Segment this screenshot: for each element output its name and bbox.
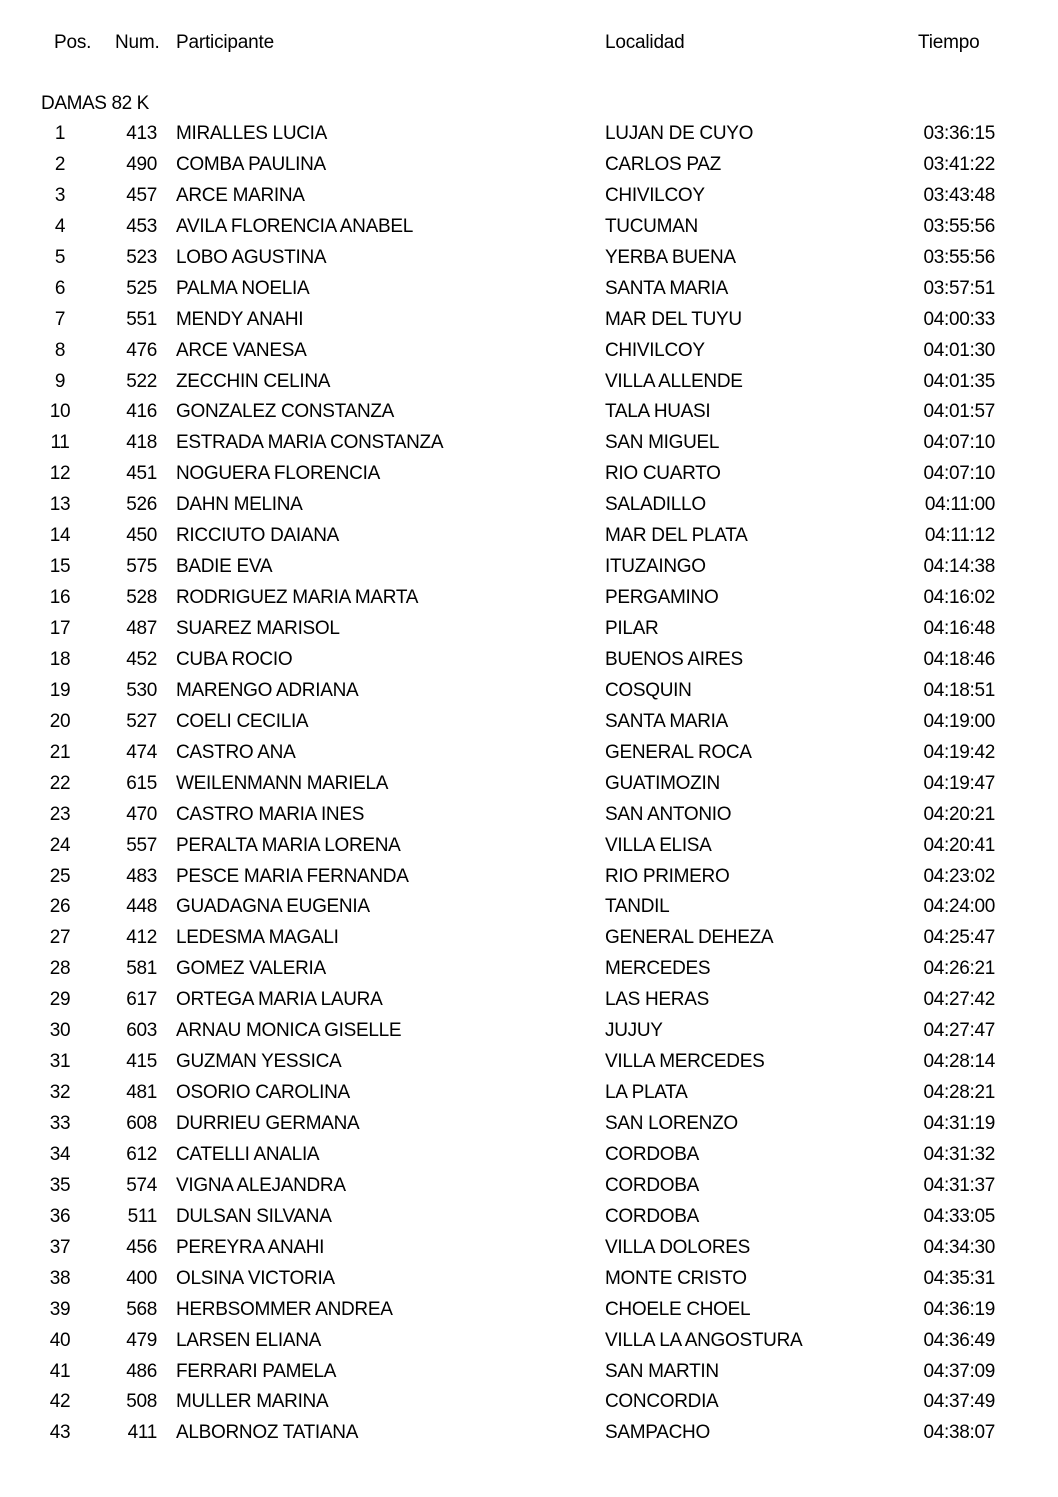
cell-participante: AVILA FLORENCIA ANABEL bbox=[176, 215, 413, 237]
cell-tiempo: 04:25:47 bbox=[923, 927, 995, 949]
cell-participante: ARCE VANESA bbox=[176, 339, 307, 361]
cell-localidad: CHOELE CHOEL bbox=[605, 1298, 751, 1320]
table-row bbox=[0, 214, 1058, 245]
cell-localidad: VILLA ALLENDE bbox=[605, 370, 743, 392]
cell-tiempo: 04:01:35 bbox=[923, 370, 995, 392]
cell-participante: WEILENMANN MARIELA bbox=[176, 772, 389, 794]
cell-pos: 10 bbox=[49, 401, 71, 423]
cell-pos: 9 bbox=[54, 370, 66, 392]
cell-num: 526 bbox=[126, 494, 157, 516]
cell-localidad: CHIVILCOY bbox=[605, 339, 705, 361]
cell-tiempo: 03:36:15 bbox=[923, 123, 995, 144]
cell-num: 456 bbox=[126, 1236, 157, 1258]
table-row bbox=[0, 461, 1058, 492]
cell-num: 608 bbox=[126, 1113, 157, 1134]
cell-num: 511 bbox=[127, 1205, 157, 1227]
cell-tiempo: 04:26:21 bbox=[923, 958, 995, 980]
cell-pos: 16 bbox=[49, 587, 71, 609]
cell-participante: ESTRADA MARIA CONSTANZA bbox=[176, 432, 444, 454]
cell-num: 615 bbox=[126, 772, 157, 794]
cell-participante: DULSAN SILVANA bbox=[176, 1205, 332, 1227]
cell-participante: FERRARI PAMELA bbox=[176, 1360, 337, 1382]
cell-participante: COMBA PAULINA bbox=[176, 153, 326, 175]
cell-num: 452 bbox=[126, 648, 157, 670]
cell-tiempo: 03:43:48 bbox=[923, 184, 995, 206]
cell-num: 523 bbox=[126, 246, 157, 268]
cell-num: 530 bbox=[126, 679, 157, 701]
cell-localidad: SAN MIGUEL bbox=[605, 432, 720, 454]
cell-participante: DAHN MELINA bbox=[176, 494, 303, 516]
table-row bbox=[0, 709, 1058, 740]
table-row bbox=[0, 987, 1058, 1018]
cell-num: 508 bbox=[126, 1391, 157, 1413]
table-row bbox=[0, 1142, 1058, 1173]
cell-localidad: CHIVILCOY bbox=[605, 184, 705, 206]
cell-localidad: SAN LORENZO bbox=[605, 1113, 738, 1134]
cell-pos: 13 bbox=[49, 494, 71, 516]
cell-tiempo: 03:57:51 bbox=[923, 277, 995, 299]
cell-tiempo: 04:11:12 bbox=[924, 525, 995, 547]
cell-participante: ORTEGA MARIA LAURA bbox=[176, 989, 383, 1011]
cell-pos: 35 bbox=[49, 1174, 71, 1196]
cell-num: 448 bbox=[126, 896, 157, 918]
cell-num: 400 bbox=[126, 1267, 157, 1289]
table-row bbox=[0, 1328, 1058, 1359]
cell-tiempo: 04:34:30 bbox=[923, 1236, 995, 1258]
cell-num: 470 bbox=[126, 803, 157, 825]
cell-participante: LARSEN ELIANA bbox=[176, 1329, 321, 1351]
cell-localidad: MAR DEL TUYU bbox=[605, 308, 742, 330]
table-row bbox=[0, 399, 1058, 430]
cell-num: 412 bbox=[126, 927, 157, 949]
cell-participante: ARNAU MONICA GISELLE bbox=[176, 1020, 402, 1042]
table-row bbox=[0, 1111, 1058, 1142]
table-row bbox=[0, 833, 1058, 864]
cell-pos: 26 bbox=[49, 896, 71, 918]
cell-pos: 11 bbox=[50, 432, 70, 454]
cell-localidad: CARLOS PAZ bbox=[605, 153, 721, 175]
table-row bbox=[0, 338, 1058, 369]
cell-num: 525 bbox=[126, 277, 157, 299]
cell-localidad: SAN ANTONIO bbox=[605, 803, 732, 825]
cell-num: 617 bbox=[126, 989, 157, 1011]
cell-localidad: SAN MARTIN bbox=[605, 1360, 719, 1382]
cell-participante: OLSINA VICTORIA bbox=[176, 1267, 335, 1289]
cell-num: 603 bbox=[126, 1020, 157, 1042]
cell-localidad: LA PLATA bbox=[605, 1082, 688, 1104]
cell-participante: CASTRO MARIA INES bbox=[176, 803, 365, 825]
cell-tiempo: 04:19:47 bbox=[923, 772, 995, 794]
table-row bbox=[0, 430, 1058, 461]
cell-pos: 1 bbox=[54, 123, 66, 144]
cell-num: 522 bbox=[126, 370, 157, 392]
cell-participante: GOMEZ VALERIA bbox=[176, 958, 326, 980]
cell-localidad: TUCUMAN bbox=[605, 215, 698, 237]
cell-participante: CUBA ROCIO bbox=[176, 648, 293, 670]
cell-pos: 38 bbox=[49, 1267, 71, 1289]
cell-localidad: JUJUY bbox=[605, 1020, 663, 1042]
table-row bbox=[0, 1389, 1058, 1420]
cell-pos: 17 bbox=[49, 618, 71, 639]
table-row bbox=[0, 1204, 1058, 1235]
table-row bbox=[0, 1018, 1058, 1049]
cell-pos: 14 bbox=[49, 525, 71, 547]
cell-localidad: MERCEDES bbox=[605, 958, 711, 980]
table-row bbox=[0, 740, 1058, 771]
cell-num: 457 bbox=[126, 184, 157, 206]
cell-pos: 30 bbox=[49, 1020, 71, 1042]
table-row bbox=[0, 183, 1058, 214]
table-row bbox=[0, 771, 1058, 802]
table-row bbox=[0, 1297, 1058, 1328]
cell-pos: 21 bbox=[49, 741, 71, 763]
cell-localidad: SALADILLO bbox=[605, 494, 706, 516]
cell-pos: 31 bbox=[49, 1051, 71, 1073]
table-row bbox=[0, 121, 1058, 152]
cell-pos: 36 bbox=[49, 1205, 71, 1227]
table-row bbox=[0, 1173, 1058, 1204]
header-tiempo: Tiempo bbox=[918, 32, 980, 53]
cell-tiempo: 04:33:05 bbox=[923, 1205, 995, 1227]
cell-pos: 43 bbox=[49, 1422, 71, 1444]
cell-participante: PERALTA MARIA LORENA bbox=[176, 834, 401, 856]
cell-pos: 19 bbox=[49, 679, 71, 701]
cell-localidad: RIO CUARTO bbox=[605, 463, 721, 485]
cell-localidad: TALA HUASI bbox=[605, 401, 711, 423]
table-row bbox=[0, 1420, 1058, 1451]
table-row bbox=[0, 245, 1058, 276]
cell-localidad: MAR DEL PLATA bbox=[605, 525, 748, 547]
cell-tiempo: 04:37:49 bbox=[923, 1391, 995, 1413]
cell-tiempo: 04:20:41 bbox=[923, 834, 995, 856]
cell-tiempo: 04:07:10 bbox=[923, 432, 995, 454]
cell-num: 581 bbox=[126, 958, 157, 980]
table-row bbox=[0, 1235, 1058, 1266]
header-participante: Participante bbox=[176, 32, 274, 53]
table-row bbox=[0, 1049, 1058, 1080]
cell-participante: MIRALLES LUCIA bbox=[176, 123, 328, 144]
cell-tiempo: 04:37:09 bbox=[923, 1360, 995, 1382]
cell-tiempo: 03:55:56 bbox=[923, 246, 995, 268]
header-localidad: Localidad bbox=[605, 32, 685, 53]
cell-participante: RODRIGUEZ MARIA MARTA bbox=[176, 587, 419, 609]
cell-localidad: PERGAMINO bbox=[605, 587, 719, 609]
cell-participante: ALBORNOZ TATIANA bbox=[176, 1422, 359, 1444]
cell-participante: LEDESMA MAGALI bbox=[176, 927, 339, 949]
cell-num: 574 bbox=[126, 1174, 157, 1196]
table-row bbox=[0, 585, 1058, 616]
cell-participante: MULLER MARINA bbox=[176, 1391, 329, 1413]
cell-pos: 34 bbox=[49, 1143, 71, 1165]
cell-localidad: COSQUIN bbox=[605, 679, 692, 701]
cell-tiempo: 04:36:19 bbox=[923, 1298, 995, 1320]
cell-num: 483 bbox=[126, 865, 157, 887]
cell-localidad: RIO PRIMERO bbox=[605, 865, 730, 887]
cell-participante: DURRIEU GERMANA bbox=[176, 1113, 360, 1134]
cell-tiempo: 04:14:38 bbox=[923, 556, 995, 578]
table-row bbox=[0, 276, 1058, 307]
cell-tiempo: 04:38:07 bbox=[923, 1422, 995, 1444]
cell-num: 453 bbox=[126, 215, 157, 237]
table-row bbox=[0, 802, 1058, 833]
cell-tiempo: 04:23:02 bbox=[923, 865, 995, 887]
cell-tiempo: 03:55:56 bbox=[923, 215, 995, 237]
cell-localidad: YERBA BUENA bbox=[605, 246, 736, 268]
cell-participante: PEREYRA ANAHI bbox=[176, 1236, 325, 1258]
cell-participante: LOBO AGUSTINA bbox=[176, 246, 327, 268]
cell-participante: ZECCHIN CELINA bbox=[176, 370, 331, 392]
cell-pos: 33 bbox=[49, 1113, 71, 1134]
cell-pos: 2 bbox=[54, 153, 66, 175]
results-table bbox=[0, 121, 1058, 1451]
cell-pos: 25 bbox=[49, 865, 71, 887]
table-row bbox=[0, 554, 1058, 585]
cell-pos: 39 bbox=[49, 1298, 71, 1320]
cell-pos: 20 bbox=[49, 710, 71, 732]
cell-participante: MARENGO ADRIANA bbox=[176, 679, 359, 701]
table-row bbox=[0, 307, 1058, 338]
cell-participante: OSORIO CAROLINA bbox=[176, 1082, 350, 1104]
table-row bbox=[0, 864, 1058, 895]
cell-tiempo: 04:31:19 bbox=[923, 1113, 995, 1134]
cell-num: 411 bbox=[127, 1422, 157, 1444]
table-row bbox=[0, 956, 1058, 987]
cell-tiempo: 04:16:02 bbox=[923, 587, 995, 609]
cell-num: 450 bbox=[126, 525, 157, 547]
cell-tiempo: 04:00:33 bbox=[923, 308, 995, 330]
cell-pos: 7 bbox=[54, 308, 66, 330]
cell-tiempo: 04:11:00 bbox=[924, 494, 995, 516]
cell-participante: COELI CECILIA bbox=[176, 710, 309, 732]
cell-localidad: CORDOBA bbox=[605, 1174, 699, 1196]
cell-pos: 29 bbox=[49, 989, 71, 1011]
cell-pos: 4 bbox=[54, 215, 66, 237]
cell-tiempo: 04:01:30 bbox=[923, 339, 995, 361]
cell-participante: GONZALEZ CONSTANZA bbox=[176, 401, 395, 423]
cell-localidad: GENERAL DEHEZA bbox=[605, 927, 774, 949]
cell-pos: 28 bbox=[49, 958, 71, 980]
cell-tiempo: 04:19:42 bbox=[923, 741, 995, 763]
table-row bbox=[0, 1266, 1058, 1297]
cell-participante: RICCIUTO DAIANA bbox=[176, 525, 340, 547]
cell-num: 487 bbox=[126, 618, 157, 639]
cell-participante: CASTRO ANA bbox=[176, 741, 296, 763]
cell-participante: SUAREZ MARISOL bbox=[176, 618, 340, 639]
cell-localidad: CORDOBA bbox=[605, 1143, 699, 1165]
cell-num: 612 bbox=[126, 1143, 157, 1165]
cell-pos: 15 bbox=[49, 556, 71, 578]
header-pos: Pos. bbox=[54, 32, 92, 53]
cell-localidad: TANDIL bbox=[605, 896, 670, 918]
cell-num: 418 bbox=[126, 432, 157, 454]
cell-participante: NOGUERA FLORENCIA bbox=[176, 463, 380, 485]
cell-pos: 42 bbox=[49, 1391, 71, 1413]
cell-participante: PALMA NOELIA bbox=[176, 277, 310, 299]
cell-tiempo: 04:24:00 bbox=[923, 896, 995, 918]
cell-pos: 22 bbox=[49, 772, 71, 794]
cell-participante: VIGNA ALEJANDRA bbox=[176, 1174, 346, 1196]
cell-tiempo: 04:28:21 bbox=[923, 1082, 995, 1104]
cell-localidad: MONTE CRISTO bbox=[605, 1267, 747, 1289]
cell-pos: 27 bbox=[49, 927, 71, 949]
cell-num: 479 bbox=[126, 1329, 157, 1351]
cell-participante: MENDY ANAHI bbox=[176, 308, 304, 330]
cell-pos: 3 bbox=[54, 184, 66, 206]
cell-tiempo: 04:19:00 bbox=[923, 710, 995, 732]
cell-pos: 37 bbox=[49, 1236, 71, 1258]
cell-num: 527 bbox=[126, 710, 157, 732]
cell-tiempo: 04:18:46 bbox=[923, 648, 995, 670]
cell-tiempo: 03:41:22 bbox=[923, 153, 995, 175]
cell-localidad: VILLA LA ANGOSTURA bbox=[605, 1329, 803, 1351]
cell-tiempo: 04:35:31 bbox=[923, 1267, 995, 1289]
cell-pos: 18 bbox=[49, 648, 71, 670]
cell-localidad: GENERAL ROCA bbox=[605, 741, 752, 763]
table-row bbox=[0, 1359, 1058, 1390]
cell-pos: 6 bbox=[54, 277, 66, 299]
cell-tiempo: 04:07:10 bbox=[923, 463, 995, 485]
cell-num: 481 bbox=[126, 1082, 157, 1104]
cell-participante: CATELLI ANALIA bbox=[176, 1143, 320, 1165]
cell-tiempo: 04:16:48 bbox=[923, 618, 995, 639]
table-row bbox=[0, 678, 1058, 709]
cell-participante: GUZMAN YESSICA bbox=[176, 1051, 342, 1073]
cell-participante: GUADAGNA EUGENIA bbox=[176, 896, 370, 918]
cell-localidad: CONCORDIA bbox=[605, 1391, 719, 1413]
table-row bbox=[0, 1080, 1058, 1111]
cell-localidad: GUATIMOZIN bbox=[605, 772, 720, 794]
cell-num: 474 bbox=[126, 741, 157, 763]
cell-localidad: SANTA MARIA bbox=[605, 710, 729, 732]
cell-localidad: SAMPACHO bbox=[605, 1422, 710, 1444]
cell-localidad: VILLA DOLORES bbox=[605, 1236, 751, 1258]
cell-num: 528 bbox=[126, 587, 157, 609]
cell-tiempo: 04:01:57 bbox=[923, 401, 995, 423]
cell-pos: 32 bbox=[49, 1082, 71, 1104]
cell-localidad: ITUZAINGO bbox=[605, 556, 706, 578]
cell-localidad: LAS HERAS bbox=[605, 989, 709, 1011]
table-row bbox=[0, 492, 1058, 523]
cell-tiempo: 04:18:51 bbox=[923, 679, 995, 701]
cell-num: 476 bbox=[126, 339, 157, 361]
table-row bbox=[0, 616, 1058, 647]
cell-participante: PESCE MARIA FERNANDA bbox=[176, 865, 409, 887]
table-row bbox=[0, 925, 1058, 956]
cell-tiempo: 04:36:49 bbox=[923, 1329, 995, 1351]
cell-num: 413 bbox=[126, 123, 157, 144]
cell-localidad: CORDOBA bbox=[605, 1205, 699, 1227]
cell-localidad: LUJAN DE CUYO bbox=[605, 123, 754, 144]
table-row bbox=[0, 369, 1058, 400]
section-title: DAMAS 82 K bbox=[41, 93, 149, 114]
cell-tiempo: 04:27:42 bbox=[923, 989, 995, 1011]
cell-num: 575 bbox=[126, 556, 157, 578]
cell-tiempo: 04:31:37 bbox=[923, 1174, 995, 1196]
cell-participante: ARCE MARINA bbox=[176, 184, 305, 206]
cell-tiempo: 04:28:14 bbox=[923, 1051, 995, 1073]
cell-num: 416 bbox=[126, 401, 157, 423]
cell-tiempo: 04:20:21 bbox=[923, 803, 995, 825]
cell-pos: 41 bbox=[49, 1360, 71, 1382]
cell-localidad: VILLA MERCEDES bbox=[605, 1051, 765, 1073]
cell-tiempo: 04:31:32 bbox=[923, 1143, 995, 1165]
table-row bbox=[0, 894, 1058, 925]
cell-pos: 24 bbox=[49, 834, 71, 856]
cell-num: 451 bbox=[126, 463, 157, 485]
cell-pos: 5 bbox=[54, 246, 66, 268]
cell-num: 415 bbox=[126, 1051, 157, 1073]
cell-pos: 8 bbox=[54, 339, 66, 361]
cell-localidad: PILAR bbox=[605, 618, 659, 639]
cell-num: 557 bbox=[126, 834, 157, 856]
table-row bbox=[0, 647, 1058, 678]
cell-num: 551 bbox=[126, 308, 157, 330]
cell-localidad: BUENOS AIRES bbox=[605, 648, 743, 670]
header-num: Num. bbox=[115, 32, 160, 53]
cell-pos: 12 bbox=[49, 463, 71, 485]
table-row bbox=[0, 152, 1058, 183]
cell-localidad: VILLA ELISA bbox=[605, 834, 712, 856]
cell-pos: 40 bbox=[49, 1329, 71, 1351]
cell-localidad: SANTA MARIA bbox=[605, 277, 729, 299]
cell-num: 568 bbox=[126, 1298, 157, 1320]
cell-pos: 23 bbox=[49, 803, 71, 825]
cell-participante: HERBSOMMER ANDREA bbox=[176, 1298, 393, 1320]
cell-num: 490 bbox=[126, 153, 157, 175]
cell-participante: BADIE EVA bbox=[176, 556, 273, 578]
cell-num: 486 bbox=[126, 1360, 157, 1382]
cell-tiempo: 04:27:47 bbox=[923, 1020, 995, 1042]
table-row bbox=[0, 523, 1058, 554]
